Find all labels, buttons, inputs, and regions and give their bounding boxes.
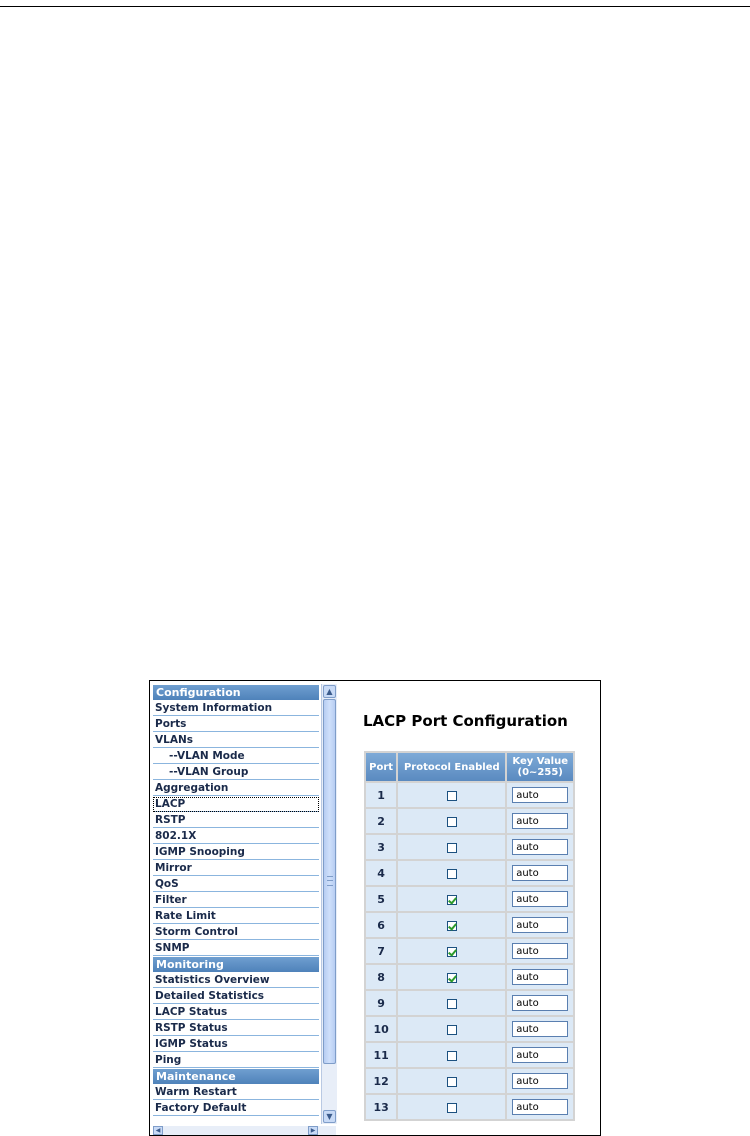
key-value-cell bbox=[507, 991, 573, 1015]
table-row bbox=[366, 1095, 573, 1119]
protocol-enabled-checkbox[interactable] bbox=[447, 895, 457, 905]
key-value-cell bbox=[507, 1095, 573, 1119]
protocol-enabled-cell bbox=[398, 965, 505, 989]
nav-item[interactable]: RSTP Status bbox=[153, 1021, 319, 1036]
port-number: 6 bbox=[366, 913, 396, 937]
protocol-enabled-checkbox[interactable] bbox=[447, 1051, 457, 1061]
port-number: 11 bbox=[366, 1043, 396, 1067]
key-value-input[interactable] bbox=[512, 787, 568, 803]
key-value-cell bbox=[507, 1043, 573, 1067]
table-row bbox=[366, 887, 573, 911]
scroll-right-arrow-icon[interactable]: ▶ bbox=[308, 1126, 318, 1135]
nav-item[interactable]: Warm Restart bbox=[153, 1085, 319, 1100]
protocol-enabled-checkbox[interactable] bbox=[447, 791, 457, 801]
nav-item[interactable]: QoS bbox=[153, 877, 319, 892]
table-row bbox=[366, 1017, 573, 1041]
key-value-input[interactable] bbox=[512, 969, 568, 985]
nav-item[interactable]: LACP Status bbox=[153, 1005, 319, 1020]
nav-item[interactable]: Ports bbox=[153, 717, 319, 732]
table-header-row bbox=[366, 753, 573, 781]
table-row bbox=[366, 1069, 573, 1093]
protocol-enabled-checkbox[interactable] bbox=[447, 843, 457, 853]
nav-section-header: Monitoring bbox=[153, 957, 319, 972]
key-value-input[interactable] bbox=[512, 891, 568, 907]
protocol-enabled-cell bbox=[398, 991, 505, 1015]
port-number: 13 bbox=[366, 1095, 396, 1119]
lacp-port-table bbox=[364, 751, 575, 1121]
key-value-cell bbox=[507, 887, 573, 911]
key-value-label: Key Value bbox=[512, 756, 569, 767]
key-value-input[interactable] bbox=[512, 943, 568, 959]
port-number: 9 bbox=[366, 991, 396, 1015]
key-value-cell bbox=[507, 835, 573, 859]
key-value-input[interactable] bbox=[512, 865, 568, 881]
protocol-enabled-checkbox[interactable] bbox=[447, 869, 457, 879]
nav-item[interactable]: Storm Control bbox=[153, 925, 319, 940]
protocol-enabled-cell bbox=[398, 1043, 505, 1067]
nav-item[interactable]: Ping bbox=[153, 1053, 319, 1068]
nav-item[interactable]: System Information bbox=[153, 701, 319, 716]
nav-vertical-scrollbar[interactable] bbox=[321, 684, 337, 1124]
nav-section-header: Configuration bbox=[153, 685, 319, 700]
nav-item[interactable]: Aggregation bbox=[153, 781, 319, 796]
key-value-input[interactable] bbox=[512, 1073, 568, 1089]
key-value-input[interactable] bbox=[512, 917, 568, 933]
nav-item[interactable]: IGMP Snooping bbox=[153, 845, 319, 860]
nav-item[interactable]: Filter bbox=[153, 893, 319, 908]
key-value-cell bbox=[507, 861, 573, 885]
protocol-enabled-cell bbox=[398, 1095, 505, 1119]
key-value-cell bbox=[507, 965, 573, 989]
key-value-cell bbox=[507, 783, 573, 807]
nav-item[interactable]: Rate Limit bbox=[153, 909, 319, 924]
nav-item[interactable]: LACP bbox=[153, 797, 319, 812]
port-number: 5 bbox=[366, 887, 396, 911]
protocol-enabled-cell bbox=[398, 835, 505, 859]
column-header-port: Port bbox=[366, 753, 396, 781]
scrollbar-grip-icon bbox=[327, 876, 333, 886]
key-value-cell bbox=[507, 913, 573, 937]
table-row bbox=[366, 939, 573, 963]
key-value-cell bbox=[507, 1069, 573, 1093]
scroll-left-arrow-icon[interactable]: ◀ bbox=[153, 1126, 163, 1135]
protocol-enabled-checkbox[interactable] bbox=[447, 817, 457, 827]
port-number: 7 bbox=[366, 939, 396, 963]
nav-item[interactable]: Factory Default bbox=[153, 1101, 319, 1116]
protocol-enabled-cell bbox=[398, 861, 505, 885]
nav-item[interactable]: 802.1X bbox=[153, 829, 319, 844]
protocol-enabled-cell bbox=[398, 809, 505, 833]
table-row bbox=[366, 861, 573, 885]
nav-item[interactable]: VLANs bbox=[153, 733, 319, 748]
nav-item[interactable]: RSTP bbox=[153, 813, 319, 828]
key-value-input[interactable] bbox=[512, 1099, 568, 1115]
table-body bbox=[366, 783, 573, 1119]
key-value-range: (0~255) bbox=[517, 767, 563, 778]
port-number: 8 bbox=[366, 965, 396, 989]
port-number: 1 bbox=[366, 783, 396, 807]
port-number: 2 bbox=[366, 809, 396, 833]
protocol-enabled-cell bbox=[398, 939, 505, 963]
screenshot-frame bbox=[149, 680, 601, 1136]
key-value-input[interactable] bbox=[512, 1047, 568, 1063]
key-value-input[interactable] bbox=[512, 995, 568, 1011]
nav-horizontal-scrollbar[interactable] bbox=[153, 1126, 336, 1135]
key-value-cell bbox=[507, 809, 573, 833]
scroll-down-arrow-icon[interactable]: ▼ bbox=[323, 1110, 336, 1123]
port-number: 12 bbox=[366, 1069, 396, 1093]
protocol-enabled-checkbox[interactable] bbox=[447, 1103, 457, 1113]
port-number: 3 bbox=[366, 835, 396, 859]
nav-section-header: Maintenance bbox=[153, 1069, 319, 1084]
protocol-enabled-checkbox[interactable] bbox=[447, 999, 457, 1009]
nav-item[interactable]: IGMP Status bbox=[153, 1037, 319, 1052]
table-row bbox=[366, 913, 573, 937]
protocol-enabled-checkbox[interactable] bbox=[447, 947, 457, 957]
key-value-input[interactable] bbox=[512, 1021, 568, 1037]
table-row bbox=[366, 835, 573, 859]
main-content bbox=[340, 684, 598, 1134]
protocol-enabled-cell bbox=[398, 1069, 505, 1093]
key-value-input[interactable] bbox=[512, 839, 568, 855]
nav-item[interactable]: Mirror bbox=[153, 861, 319, 876]
protocol-enabled-cell bbox=[398, 887, 505, 911]
port-number: 10 bbox=[366, 1017, 396, 1041]
key-value-cell bbox=[507, 939, 573, 963]
key-value-cell bbox=[507, 1017, 573, 1041]
page-title: LACP Port Configuration bbox=[363, 712, 568, 730]
column-header-protocol-enabled: Protocol Enabled bbox=[398, 753, 505, 781]
table-row bbox=[366, 783, 573, 807]
protocol-enabled-checkbox[interactable] bbox=[447, 973, 457, 983]
navigation-menu bbox=[153, 684, 319, 1130]
protocol-enabled-checkbox[interactable] bbox=[447, 1025, 457, 1035]
protocol-enabled-cell bbox=[398, 783, 505, 807]
protocol-enabled-cell bbox=[398, 1017, 505, 1041]
nav-item[interactable]: SNMP bbox=[153, 941, 319, 956]
column-header-key-value bbox=[507, 753, 573, 781]
table-row bbox=[366, 809, 573, 833]
scroll-up-arrow-icon[interactable]: ▲ bbox=[323, 685, 336, 698]
nav-item[interactable]: Statistics Overview bbox=[153, 973, 319, 988]
table-row bbox=[366, 1043, 573, 1067]
key-value-input[interactable] bbox=[512, 813, 568, 829]
table-row bbox=[366, 965, 573, 989]
nav-item[interactable]: --VLAN Mode bbox=[153, 749, 319, 764]
protocol-enabled-cell bbox=[398, 913, 505, 937]
nav-item[interactable]: --VLAN Group bbox=[153, 765, 319, 780]
table-row bbox=[366, 991, 573, 1015]
page-top-rule bbox=[0, 6, 750, 7]
scrollbar-thumb[interactable] bbox=[323, 699, 336, 1064]
protocol-enabled-checkbox[interactable] bbox=[447, 921, 457, 931]
nav-item[interactable]: Detailed Statistics bbox=[153, 989, 319, 1004]
port-number: 4 bbox=[366, 861, 396, 885]
protocol-enabled-checkbox[interactable] bbox=[447, 1077, 457, 1087]
